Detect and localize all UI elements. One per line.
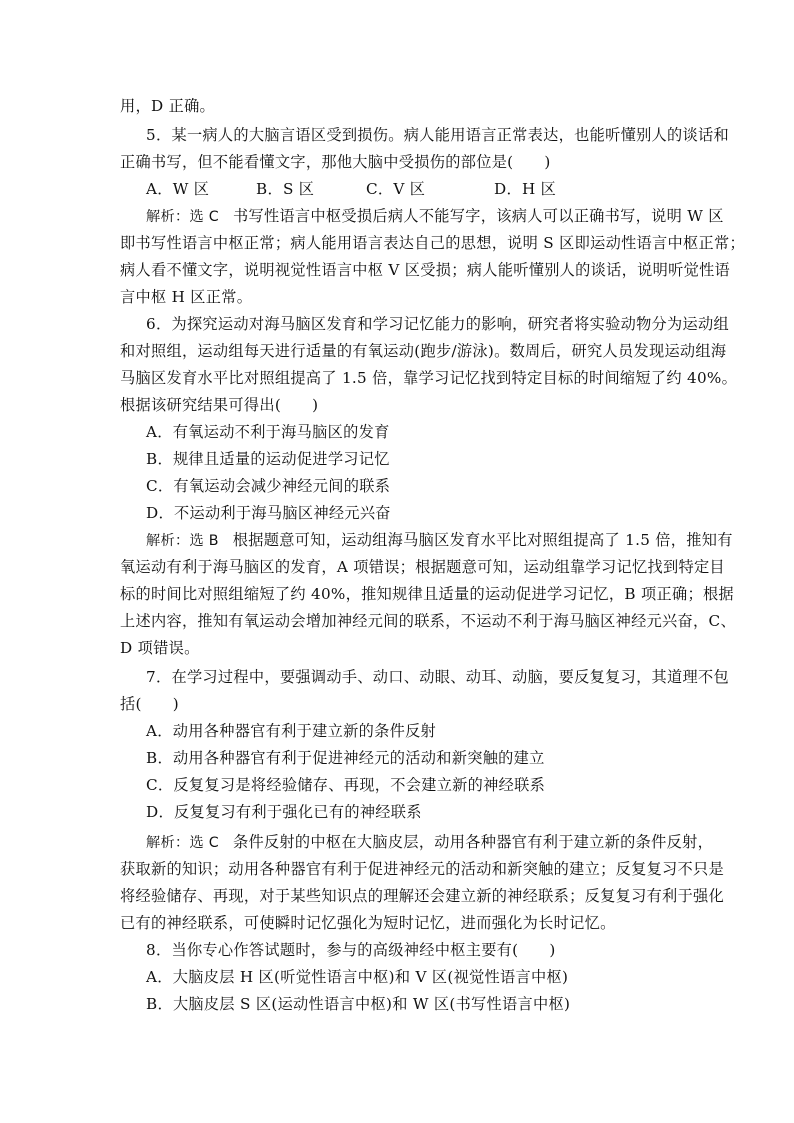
q5-option-a: A．W 区 [146, 180, 210, 198]
q8-option-a: A．大脑皮层 H 区(听觉性语言中枢)和 V 区(视觉性语言中枢) [146, 968, 569, 986]
q6-analysis-line-4: 上述内容，推知有氧运动会增加神经元间的联系，不运动不利于海马脑区神经元兴奋，C、 [120, 612, 736, 630]
q7-analysis-head: 解析：选 C [146, 835, 219, 851]
q5-stem-line-2: 正确书写，但不能看懂文字，那他大脑中受损伤的部位是( ) [120, 153, 551, 171]
q8-stem-line-1: 8．当你专心作答试题时，参与的高级神经中枢主要有( ) [146, 941, 556, 959]
q7-analysis-line-4: 已有的神经联系，可使瞬时记忆强化为短时记忆，进而强化为长时记忆。 [120, 914, 616, 932]
q6-option-a: A．有氧运动不利于海马脑区的发育 [146, 423, 390, 441]
q4-answer-tail: 用，D 正确。 [120, 97, 216, 115]
q7-analysis-line-3: 将经验储存、再现，对于某些知识点的理解还会建立新的神经联系；反复复习有利于强化 [120, 887, 725, 905]
q5-options [146, 179, 556, 199]
q5-analysis-text-1: 书写性语言中枢受损后病人不能写字，该病人可以正确书写，说明 W 区 [232, 207, 724, 225]
q6-analysis-head: 解析：选 B [146, 533, 219, 549]
q6-analysis-line-3: 标的时间比对照组缩短了约 40%，推知规律且适量的运动促进学习记忆，B 项正确；根据 [120, 585, 734, 603]
q8-option-b: B．大脑皮层 S 区(运动性语言中枢)和 W 区(书写性语言中枢) [146, 995, 571, 1013]
q6-stem-line-4: 根据该研究结果可得出( ) [120, 396, 319, 414]
q7-analysis-text-1: 条件反射的中枢在大脑皮层，动用各种器官有利于建立新的条件反射， [232, 833, 714, 851]
q6-stem-line-1: 6．为探究运动对海马脑区发育和学习记忆能力的影响，研究者将实验动物分为运动组 [146, 315, 729, 333]
q6-stem-line-2: 和对照组，运动组每天进行适量的有氧运动(跑步/游泳)。数周后，研究人员发现运动组海 [120, 342, 727, 360]
q6-stem-line-3: 马脑区发育水平比对照组提高了 1.5 倍，靠学习记忆找到特定目标的时间缩短了约 40%。 [120, 369, 738, 387]
q5-stem-line-1: 5．某一病人的大脑言语区受到损伤。病人能用语言正常表达，也能听懂别人的谈话和 [146, 126, 729, 144]
q5-option-d: D．H 区 [494, 180, 557, 198]
q6-analysis-text-1: 根据题意可知，运动组海马脑区发育水平比对照组提高了 1.5 倍，推知有 [232, 531, 733, 549]
q5-option-b: B．S 区 [256, 180, 315, 198]
q5-analysis-line-2: 即书写性语言中枢正常；病人能用语言表达自己的思想，说明 S 区即运动性语言中枢正常； [120, 234, 745, 252]
q7-option-a: A．动用各种器官有利于建立新的条件反射 [146, 722, 437, 740]
q7-option-d: D．反复复习有利于强化已有的神经联系 [146, 803, 422, 821]
q7-stem-line-2: 括( ) [120, 695, 179, 713]
q6-option-b: B．规律且适量的运动促进学习记忆 [146, 450, 390, 468]
q7-option-b: B．动用各种器官有利于促进神经元的活动和新突触的建立 [146, 749, 545, 767]
q5-analysis-line-3: 病人看不懂文字，说明视觉性语言中枢 V 区受损；病人能听懂别人的谈话，说明听觉性语 [120, 261, 731, 279]
q6-analysis-line-5: D 项错误。 [120, 639, 200, 657]
q6-analysis-line-1 [146, 530, 733, 551]
q6-analysis-line-2: 氧运动有利于海马脑区的发育，A 项错误；根据题意可知，运动组靠学习记忆找到特定目 [120, 558, 725, 576]
q5-analysis-line-4: 言中枢 H 区正常。 [120, 288, 253, 306]
q5-analysis-head: 解析：选 C [146, 209, 219, 225]
q5-analysis-line-1 [146, 206, 724, 227]
q7-stem-line-1: 7．在学习过程中，要强调动手、动口、动眼、动耳、动脑，要反复复习，其道理不包 [146, 668, 729, 686]
q6-option-c: C．有氧运动会减少神经元间的联系 [146, 477, 391, 495]
q7-analysis-line-1 [146, 832, 713, 853]
q7-option-c: C．反复复习是将经验储存、再现，不会建立新的神经联系 [146, 776, 546, 794]
q5-option-c: C．V 区 [366, 180, 426, 198]
q6-option-d: D．不运动利于海马脑区神经元兴奋 [146, 504, 391, 522]
q7-analysis-line-2: 获取新的知识；动用各种器官有利于促进神经元的活动和新突触的建立；反复复习不只是 [120, 860, 725, 878]
